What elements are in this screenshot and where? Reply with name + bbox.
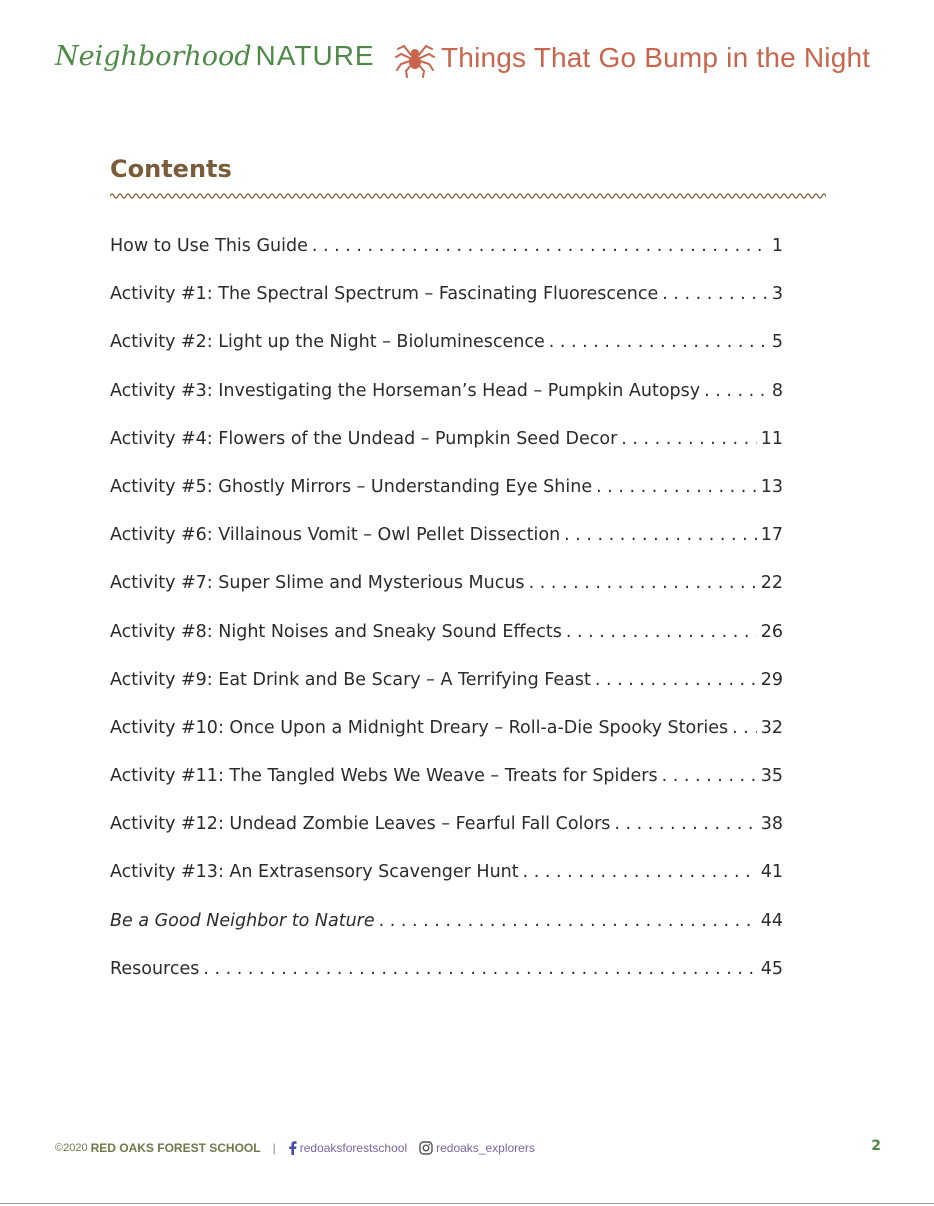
organization-name: RED OAKS FOREST SCHOOL (90, 1141, 261, 1155)
dot-leader (566, 622, 757, 642)
toc-entry-label: Activity #12: Undead Zombie Leaves – Fearful Fall Colors (110, 814, 611, 835)
toc-entry[interactable] (110, 284, 783, 332)
toc-entry-page: 35 (760, 766, 783, 787)
toc-entry-label: Activity #4: Flowers of the Undead – Pumpkin Seed Decor (110, 428, 618, 449)
toc-entry-page: 8 (771, 380, 783, 401)
dot-leader (564, 525, 757, 545)
toc-entry-page: 44 (760, 910, 783, 931)
dot-leader (312, 236, 768, 256)
dot-leader (379, 911, 757, 931)
toc-entry-label: How to Use This Guide (110, 236, 308, 256)
toc-entry-label: Activity #11: The Tangled Webs We Weave – Treats for Spiders (110, 766, 658, 787)
toc-entry[interactable] (110, 911, 783, 959)
toc-entry[interactable] (110, 477, 783, 525)
dot-leader (529, 573, 757, 593)
contents-heading: Contents (110, 155, 232, 183)
bottom-rule (0, 1203, 934, 1204)
toc-entry-page: 32 (760, 717, 783, 738)
document-title: Things That Go Bump in the Night (441, 42, 871, 73)
toc-entry-page: 29 (760, 669, 783, 690)
instagram-link[interactable] (419, 1141, 535, 1155)
toc-entry-page: 38 (760, 814, 783, 835)
toc-entry-label: Activity #1: The Spectral Spectrum – Fascinating Fluorescence (110, 284, 659, 305)
toc-entry[interactable] (110, 332, 783, 380)
toc-entry[interactable] (110, 718, 783, 766)
dot-leader (595, 670, 757, 690)
toc-entry[interactable] (110, 429, 783, 477)
toc-entry-page: 41 (760, 862, 783, 883)
brand-logo (55, 40, 375, 72)
spider-icon (395, 38, 435, 78)
wavy-divider (110, 190, 826, 202)
dot-leader (596, 477, 757, 497)
facebook-handle: redoaksforestschool (299, 1141, 408, 1155)
toc-entry-label: Activity #9: Eat Drink and Be Scary – A Terrifying Feast (110, 669, 591, 690)
toc-entry[interactable] (110, 236, 783, 284)
brand-caps: NATURE (255, 40, 375, 71)
toc-entry[interactable] (110, 622, 783, 670)
toc-entry-page: 13 (760, 476, 783, 497)
toc-entry-label: Activity #3: Investigating the Horseman’s Head – Pumpkin Autopsy (110, 380, 701, 401)
toc-entry-label: Activity #8: Night Noises and Sneaky Sound Effects (110, 621, 562, 642)
dot-leader (523, 862, 757, 882)
toc-entry[interactable] (110, 814, 783, 862)
toc-entry[interactable] (110, 766, 783, 814)
toc-entry-page: 17 (760, 525, 783, 546)
toc-entry-page: 5 (771, 332, 783, 353)
instagram-icon (419, 1141, 433, 1155)
toc-entry-label: Activity #10: Once Upon a Midnight Dreary – Roll-a-Die Spooky Stories (110, 717, 729, 738)
toc-entry[interactable] (110, 670, 783, 718)
page-header (0, 0, 934, 110)
brand-script: Neighborhood (55, 41, 252, 72)
table-of-contents (110, 236, 783, 1007)
dot-leader (203, 959, 756, 979)
dot-leader (549, 332, 768, 352)
toc-entry-label: Activity #13: An Extrasensory Scavenger Hunt (110, 862, 519, 883)
toc-entry-label: Activity #2: Light up the Night – Bioluminescence (110, 332, 545, 353)
facebook-icon (288, 1141, 297, 1155)
toc-entry-page: 1 (771, 236, 783, 256)
instagram-handle: redoaks_explorers (436, 1141, 535, 1155)
dot-leader (614, 814, 756, 834)
toc-entry-label: Resources (110, 958, 200, 979)
toc-entry-label: Activity #5: Ghostly Mirrors – Understanding Eye Shine (110, 476, 593, 497)
facebook-link[interactable] (288, 1141, 407, 1155)
toc-entry[interactable] (110, 525, 783, 573)
toc-entry-page: 26 (760, 621, 783, 642)
toc-entry-label: Activity #7: Super Slime and Mysterious Mucus (110, 573, 525, 594)
copyright: ©2020 (55, 1142, 88, 1154)
dot-leader (662, 766, 757, 786)
toc-entry[interactable] (110, 573, 783, 621)
toc-entry-label: Activity #6: Villainous Vomit – Owl Pellet Dissection (110, 525, 561, 546)
toc-entry[interactable] (110, 381, 783, 429)
toc-entry-label: Be a Good Neighbor to Nature (110, 910, 375, 931)
toc-entry-page: 11 (760, 428, 783, 449)
document-title-group (395, 38, 870, 78)
toc-entry[interactable] (110, 862, 783, 910)
page-number: 2 (871, 1138, 881, 1154)
dot-leader (704, 381, 768, 401)
page-footer (55, 1138, 881, 1158)
toc-entry-page: 3 (771, 284, 783, 305)
dot-leader (732, 718, 757, 738)
dot-leader (621, 429, 756, 449)
dot-leader (662, 284, 768, 304)
footer-separator: | (272, 1141, 276, 1155)
toc-entry-page: 22 (760, 573, 783, 594)
toc-entry-page: 45 (760, 958, 783, 979)
toc-entry[interactable] (110, 959, 783, 1007)
